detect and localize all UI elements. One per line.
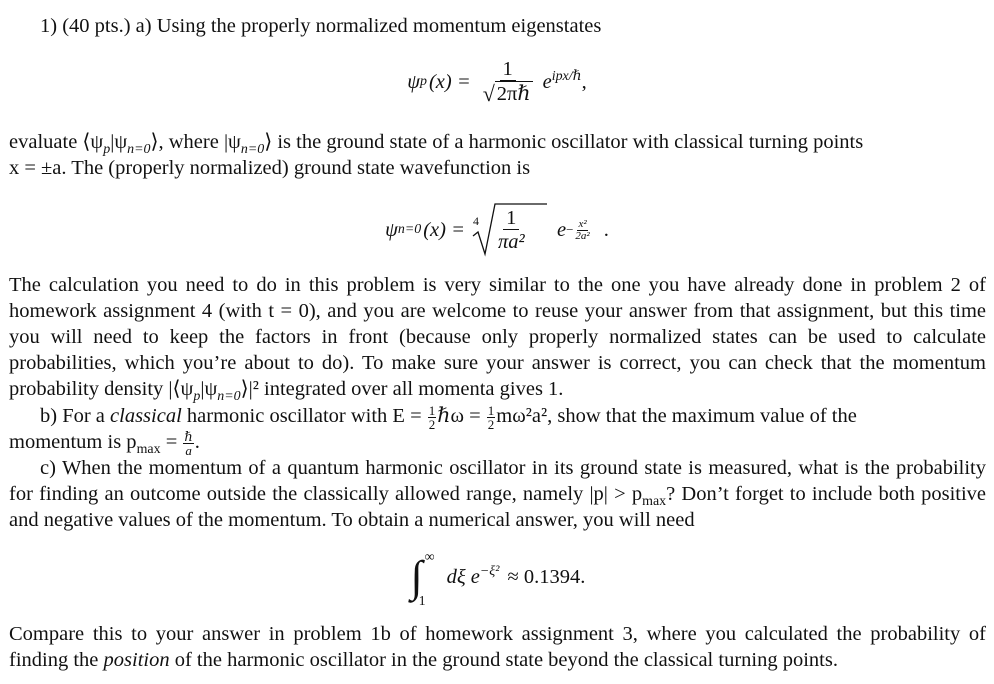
equation-momentum-eigenstate: ψ p (x) = 1 √ 2πℏ $e^{ipx/\hbar}$ , xyxy=(407,57,587,106)
equation-ground-state: ψ n=0 (x) = 4 $\frac{1}{\text{πa²}}$ e − $\frac{\text{x²}}{\text{2a²}}$ . xyxy=(0,198,994,262)
part-b-line1: b) For a classical harmonic oscillator with E = $\frac{1}{2}$ ℏω = $\frac{1}{2}$ mω²a², show that the maximum value of the xyxy=(40,402,857,432)
compare-paragraph: Compare this to your answer in problem 1b of homework assignment 3, where you calculated the probability of finding the position of the harmonic oscillator in the ground state beyond the classical turning points. xyxy=(9,623,986,671)
problem-number: 1) xyxy=(40,15,58,37)
part-c-text: c) When the momentum of a quantum harmonic oscillator in its ground state is measured, what is the probability for finding an outcome outside the classically allowed range, namely $|p| > p_{max}$? Don’t forget to include both positive and negative values of the momentum. To obtain a numerical answer, you will need xyxy=(9,457,987,531)
part-a-text-line2: x = ±a. The (properly normalized) ground state wavefunction is xyxy=(9,157,531,179)
part-a-intro: Using the properly normalized momentum eigenstates xyxy=(156,15,602,37)
part-a-text-line1: evaluate $⟨\psi_p|\psi_{n=0}⟩$, where $|\psi_{n=0}⟩$ is the ground state of a harmonic oscillator with classical turning points xyxy=(9,131,864,158)
problem-header xyxy=(40,13,986,39)
part-b-line2: momentum is $p_{max}$ = ℏ a . xyxy=(9,428,200,458)
calculation-paragraph: The calculation you need to do in this problem is very similar to the one you have already done in problem 2 of homework assignment 4 (with t = 0), and you are welcome to reuse your answer from that assignment, but this time you will need to keep the factors in front (because only properly normalized states can be used to calculate probabilities, which you’re about to do). To make sure your answer is correct, you can check that the momentum probability density $|⟨\psi_p|\psi_{n=0}⟩|^2$ integrated over all momenta gives 1. xyxy=(9,274,986,405)
part-a-label: a) xyxy=(135,15,152,37)
equation-integral: ∫ ∞ 1 dξ $e^{-\xi^2}$ ≈ 0.1394. xyxy=(410,550,586,609)
integral-sign: ∫ ∞ 1 xyxy=(410,550,435,609)
problem-points: (40 pts.) xyxy=(62,15,131,37)
eq1-fraction: 1 √ 2πℏ xyxy=(482,57,531,106)
fourth-root: 4 $\frac{1}{\text{πa²}}$ xyxy=(471,202,547,258)
